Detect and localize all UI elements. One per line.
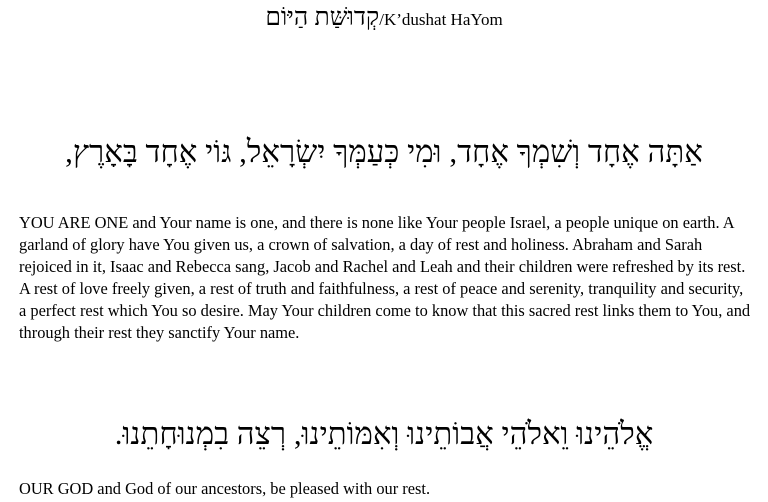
english-paragraph-you-are-one: YOU ARE ONE and Your name is one, and there is none like Your people Israel, a people unique on earth. A garland of glory have You given us, a crown of salvation, a day of rest and holiness. Abraham and Sarah rejoiced in it, Isaac and Rebecca sang, Jacob and Rachel and Leah and their children were refreshed by its rest. A rest of love freely given, a rest of truth and faithfulness, a rest of peace and serenity, tranquility and security, a perfect rest which You so desire. May Your children come to know that this sacred rest links them to You, and through their rest they sanctify Your name. [19,213,751,342]
heading-transliteration: /K’dushat HaYom [379,10,503,29]
english-paragraph-our-god: OUR GOD and God of our ancestors, be pleased with our rest. [19,479,431,498]
page-heading [0,4,768,32]
heading-hebrew-title: קְדוּשַּׁת הַיּוֹם [265,4,380,31]
hebrew-verse-atah-echad: אַתָּה אֶחָד וְשִׁמְךָ אֶחָד, וּמִי כְּעַמְּךָ יִשְׂרָאֵל, גּוֹי אֶחָד בָּאָרֶץ, [65,134,703,169]
hebrew-verse-eloheinu: אֱלֹהֵינוּ וֵאלֹהֵי אֲבוֹתֵינוּ וְאִמּוֹתֵינוּ, רְצֵה בִמְנוּחָתֵנוּ. [114,416,654,451]
